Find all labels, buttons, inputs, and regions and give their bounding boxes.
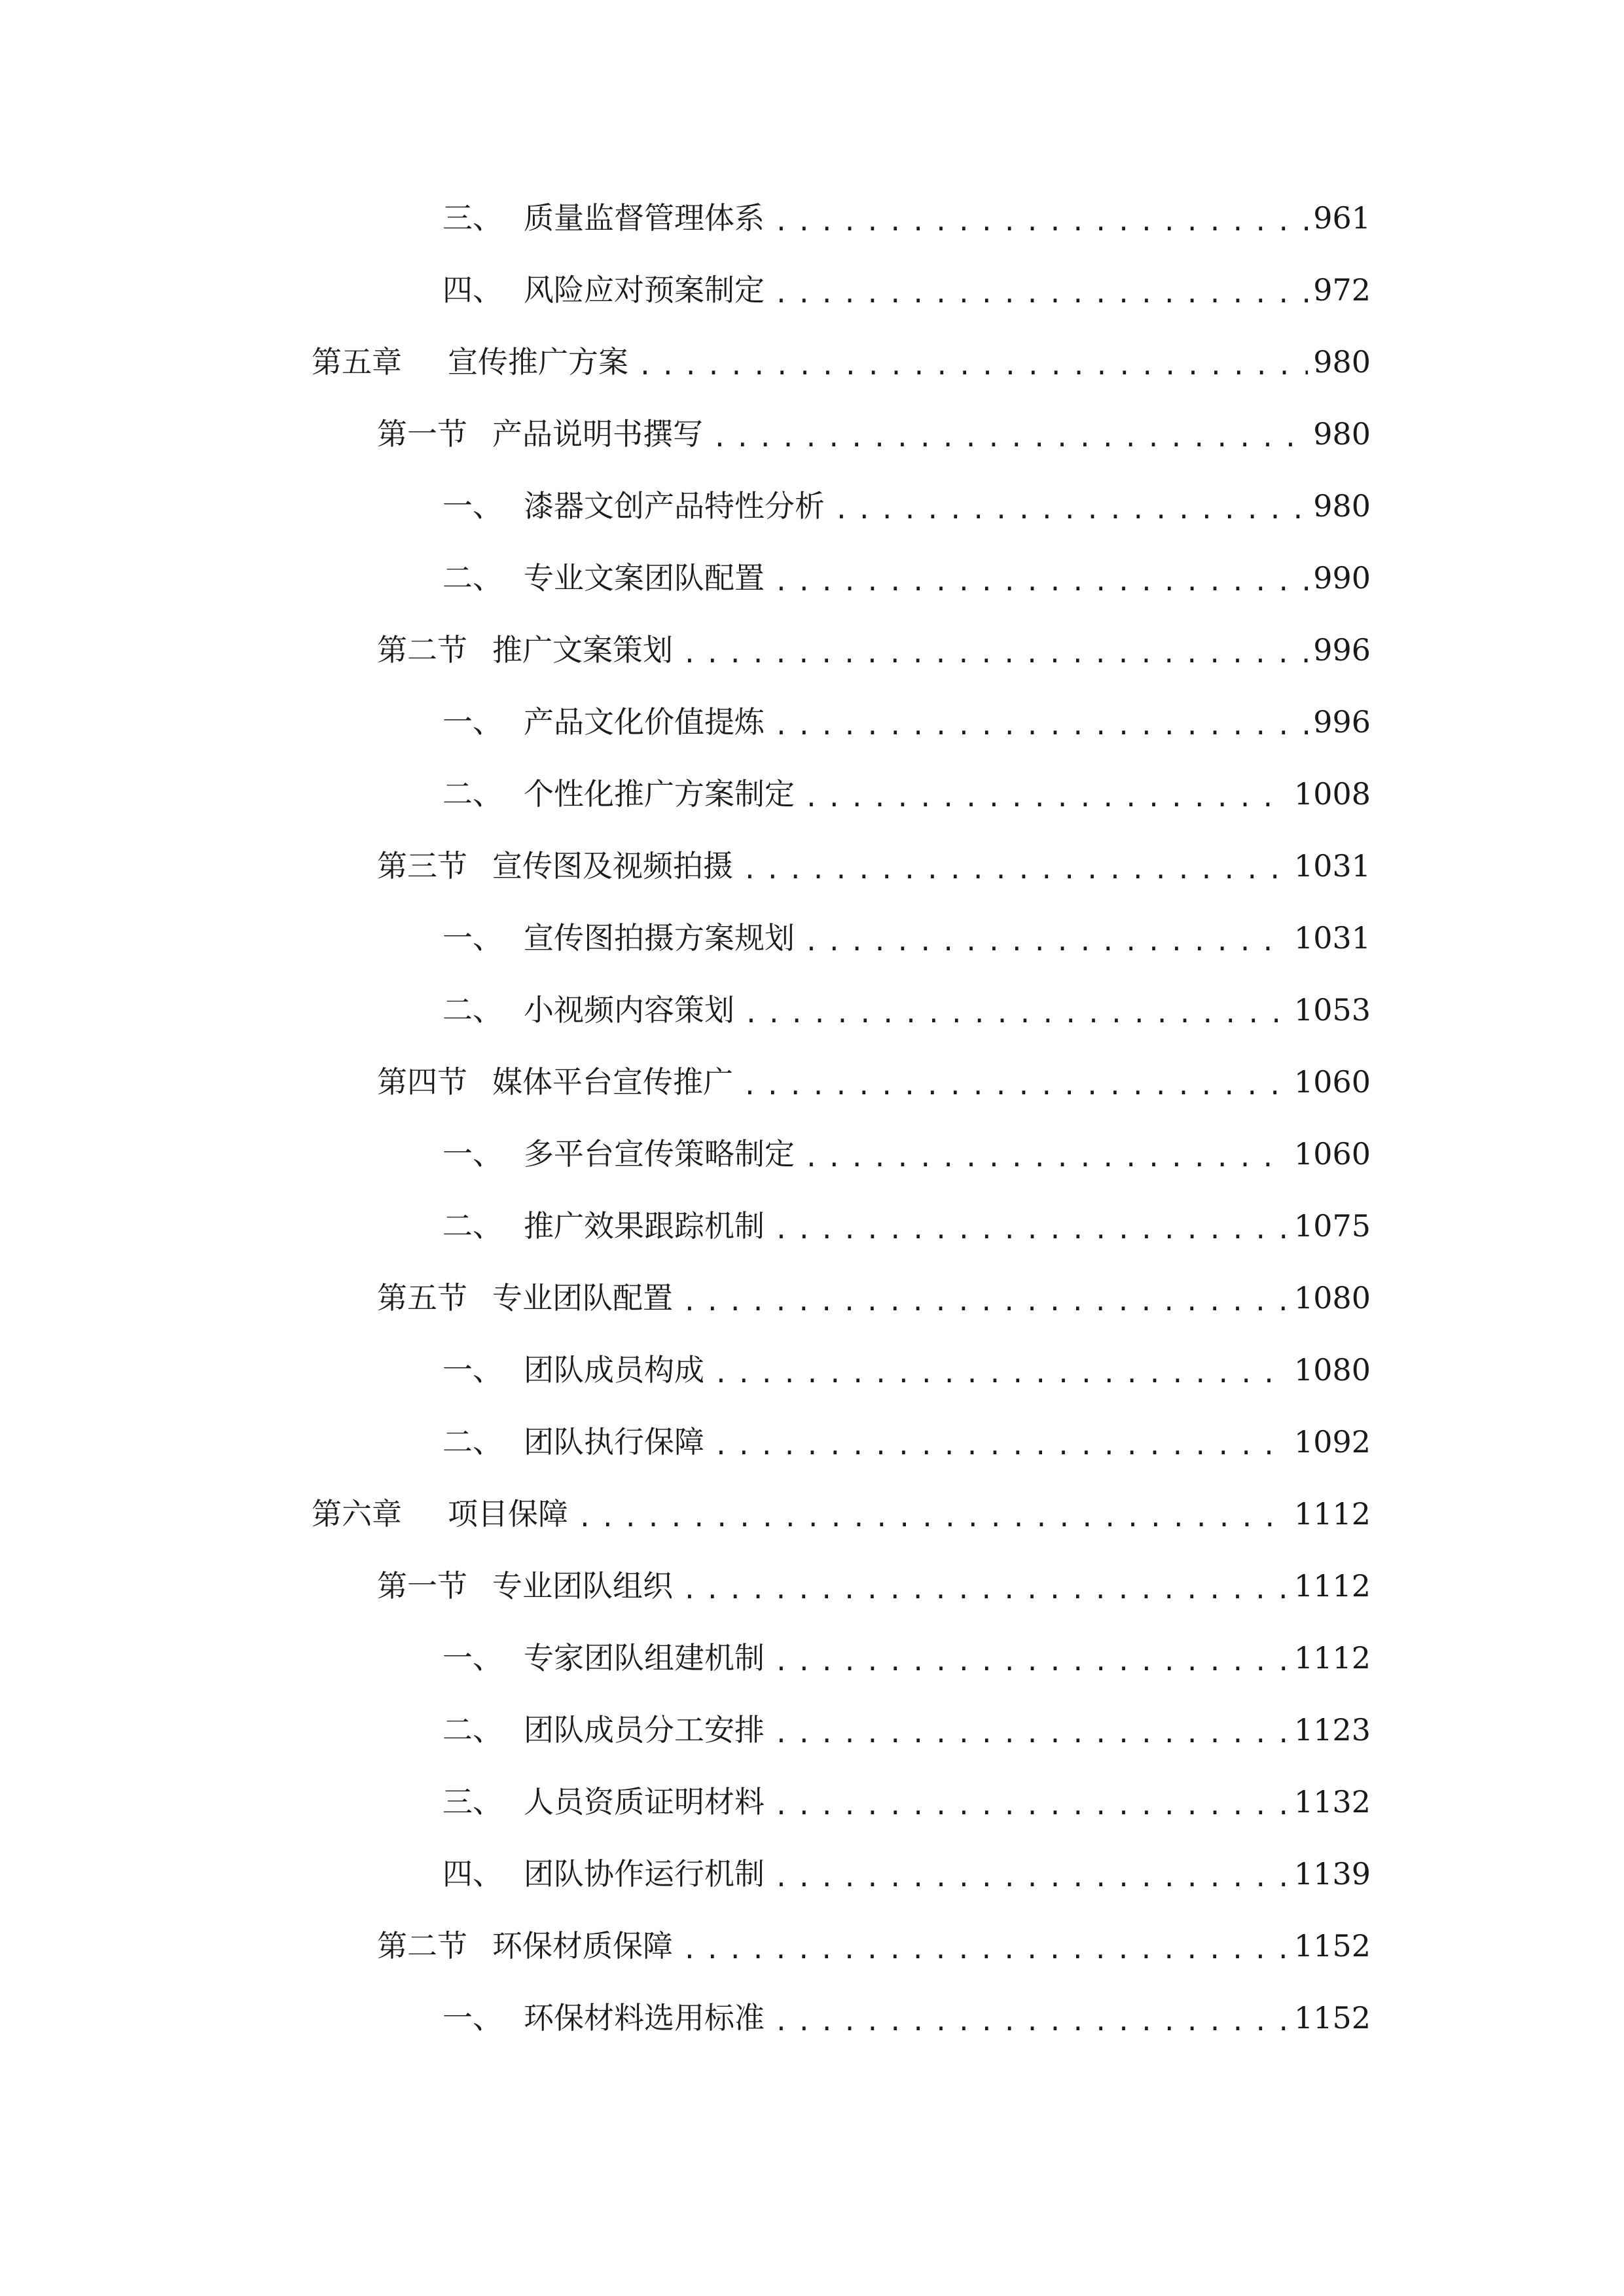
toc-entry-page: 1060 bbox=[1293, 1064, 1371, 1100]
toc-dot-leader bbox=[774, 1999, 1289, 2045]
toc-entry-page: 990 bbox=[1313, 560, 1371, 596]
toc-entry-number: 第一节 bbox=[377, 1568, 467, 1604]
toc-entry-number: 三、 bbox=[442, 1784, 503, 1820]
toc-dot-leader bbox=[682, 631, 1308, 677]
toc-entry-page: 1031 bbox=[1293, 848, 1371, 884]
toc-entry-title: 项目保障 bbox=[448, 1496, 568, 1532]
toc-entry[interactable] bbox=[442, 555, 1371, 601]
toc-entry-page: 996 bbox=[1313, 704, 1371, 740]
toc-entry-title: 专业文案团队配置 bbox=[524, 560, 765, 596]
toc-entry-title: 宣传图及视频拍摄 bbox=[492, 848, 733, 884]
toc-entry-title: 质量监督管理体系 bbox=[524, 200, 765, 236]
toc-entry-title: 宣传图拍摄方案规划 bbox=[524, 920, 795, 956]
toc-entry-title: 团队执行保障 bbox=[524, 1424, 704, 1460]
toc-entry-number: 二、 bbox=[442, 1424, 503, 1460]
toc-entry-page: 1123 bbox=[1293, 1712, 1371, 1748]
toc-entry-page: 1112 bbox=[1293, 1496, 1371, 1532]
toc-entry-number: 一、 bbox=[442, 488, 503, 524]
toc-entry-title: 产品文化价值提炼 bbox=[524, 704, 765, 740]
toc-entry[interactable] bbox=[442, 1203, 1371, 1249]
toc-dot-leader bbox=[774, 199, 1308, 245]
toc-entry-page: 980 bbox=[1313, 416, 1371, 452]
toc-entry[interactable] bbox=[442, 1419, 1371, 1465]
toc-entry-title: 宣传推广方案 bbox=[448, 344, 628, 380]
toc-entry-title: 专家团队组建机制 bbox=[524, 1640, 765, 1676]
toc-entry-page: 1075 bbox=[1293, 1208, 1371, 1244]
toc-dot-leader bbox=[804, 775, 1289, 821]
toc-dot-leader bbox=[804, 919, 1289, 965]
toc-dot-leader bbox=[638, 343, 1308, 389]
toc-entry-page: 980 bbox=[1313, 488, 1371, 524]
toc-entry-number: 第二节 bbox=[377, 632, 467, 668]
toc-entry-page: 1112 bbox=[1293, 1568, 1371, 1604]
toc-entry-number: 二、 bbox=[442, 560, 503, 596]
toc-entry-title: 媒体平台宣传推广 bbox=[492, 1064, 733, 1100]
toc-entry-title: 推广文案策划 bbox=[492, 632, 673, 668]
toc-entry[interactable] bbox=[377, 1275, 1371, 1321]
toc-entry-number: 第一节 bbox=[377, 416, 467, 452]
toc-entry-number: 四、 bbox=[442, 1856, 503, 1892]
toc-entry[interactable] bbox=[377, 411, 1371, 457]
toc-entry-page: 972 bbox=[1313, 272, 1371, 308]
toc-dot-leader bbox=[682, 1567, 1289, 1613]
toc-entry-title: 多平台宣传策略制定 bbox=[524, 1136, 795, 1172]
toc-entry[interactable] bbox=[377, 1059, 1371, 1105]
toc-entry[interactable] bbox=[442, 699, 1371, 745]
toc-entry-number: 第四节 bbox=[377, 1064, 467, 1100]
toc-entry[interactable] bbox=[442, 1995, 1371, 2041]
toc-entry-page: 980 bbox=[1313, 344, 1371, 380]
toc-entry-title: 专业团队组织 bbox=[492, 1568, 673, 1604]
toc-entry[interactable] bbox=[377, 627, 1371, 673]
toc-entry-number: 二、 bbox=[442, 1208, 503, 1244]
toc-entry-number: 一、 bbox=[442, 1352, 503, 1388]
toc-entry-page: 1080 bbox=[1293, 1280, 1371, 1316]
toc-entry[interactable] bbox=[377, 1923, 1371, 1969]
toc-entry-page: 1092 bbox=[1293, 1424, 1371, 1460]
toc-entry[interactable] bbox=[442, 1707, 1371, 1753]
toc-entry[interactable] bbox=[442, 483, 1371, 529]
toc-dot-leader bbox=[774, 703, 1308, 749]
toc-entry[interactable] bbox=[442, 987, 1371, 1033]
toc-dot-leader bbox=[774, 1639, 1289, 1685]
toc-entry[interactable] bbox=[442, 1347, 1371, 1393]
toc-dot-leader bbox=[804, 1135, 1289, 1181]
toc-dot-leader bbox=[682, 1279, 1289, 1325]
toc-dot-leader bbox=[712, 415, 1308, 461]
toc-entry[interactable] bbox=[442, 1779, 1371, 1825]
toc-dot-leader bbox=[774, 1783, 1289, 1829]
toc-entry-number: 二、 bbox=[442, 1712, 503, 1748]
toc-entry[interactable] bbox=[377, 1563, 1371, 1609]
toc-dot-leader bbox=[713, 1351, 1289, 1397]
toc-dot-leader bbox=[577, 1495, 1289, 1541]
toc-dot-leader bbox=[744, 991, 1289, 1037]
toc-entry[interactable] bbox=[442, 267, 1371, 313]
toc-entry-number: 二、 bbox=[442, 776, 503, 812]
toc-entry-number: 第二节 bbox=[377, 1928, 467, 1964]
toc-entry-title: 风险应对预案制定 bbox=[524, 272, 765, 308]
toc-entry-page: 1132 bbox=[1293, 1784, 1371, 1820]
toc-entry[interactable] bbox=[377, 843, 1371, 889]
toc-dot-leader bbox=[742, 1063, 1289, 1109]
toc-entry-number: 三、 bbox=[442, 200, 503, 236]
toc-entry-page: 961 bbox=[1313, 200, 1371, 236]
toc-dot-leader bbox=[774, 559, 1308, 605]
toc-entry-number: 第六章 bbox=[312, 1496, 402, 1532]
toc-entry-number: 一、 bbox=[442, 704, 503, 740]
toc-entry-page: 1060 bbox=[1293, 1136, 1371, 1172]
toc-dot-leader bbox=[713, 1423, 1289, 1469]
toc-dot-leader bbox=[774, 271, 1308, 317]
toc-entry[interactable] bbox=[442, 1851, 1371, 1897]
toc-entry[interactable] bbox=[312, 339, 1371, 385]
toc-entry-title: 团队成员分工安排 bbox=[524, 1712, 765, 1748]
toc-entry[interactable] bbox=[442, 1635, 1371, 1681]
toc-entry-title: 人员资质证明材料 bbox=[524, 1784, 765, 1820]
toc-entry-page: 996 bbox=[1313, 632, 1371, 668]
toc-entry[interactable] bbox=[442, 1131, 1371, 1177]
toc-dot-leader bbox=[834, 487, 1308, 533]
toc-entry-title: 团队成员构成 bbox=[524, 1352, 704, 1388]
toc-entry[interactable] bbox=[312, 1491, 1371, 1537]
toc-entry-page: 1139 bbox=[1293, 1856, 1371, 1892]
toc-dot-leader bbox=[682, 1927, 1289, 1973]
toc-entry-page: 1112 bbox=[1293, 1640, 1371, 1676]
toc-entry-title: 团队协作运行机制 bbox=[524, 1856, 765, 1892]
toc-entry-page: 1008 bbox=[1293, 776, 1371, 812]
toc-entry-title: 环保材料选用标准 bbox=[524, 2000, 765, 2036]
toc-entry-page: 1031 bbox=[1293, 920, 1371, 956]
toc-entry[interactable] bbox=[442, 771, 1371, 817]
toc-entry[interactable] bbox=[442, 195, 1371, 241]
toc-dot-leader bbox=[774, 1855, 1289, 1901]
toc-entry[interactable] bbox=[442, 915, 1371, 961]
toc-entry-number: 一、 bbox=[442, 920, 503, 956]
toc-entry-number: 四、 bbox=[442, 272, 503, 308]
toc-dot-leader bbox=[742, 847, 1289, 893]
toc-dot-leader bbox=[774, 1711, 1289, 1757]
toc-dot-leader bbox=[774, 1207, 1289, 1253]
toc-entry-title: 个性化推广方案制定 bbox=[524, 776, 795, 812]
toc-entry-number: 一、 bbox=[442, 2000, 503, 2036]
toc-entry-number: 第五节 bbox=[377, 1280, 467, 1316]
toc-entry-number: 二、 bbox=[442, 992, 503, 1028]
toc-entry-page: 1152 bbox=[1293, 1928, 1371, 1964]
toc-entry-page: 1080 bbox=[1293, 1352, 1371, 1388]
toc-entry-number: 第五章 bbox=[312, 344, 402, 380]
toc-entry-number: 一、 bbox=[442, 1136, 503, 1172]
toc-entry-number: 第三节 bbox=[377, 848, 467, 884]
toc-entry-title: 环保材质保障 bbox=[492, 1928, 673, 1964]
toc-entry-page: 1152 bbox=[1293, 2000, 1371, 2036]
toc-entry-title: 推广效果跟踪机制 bbox=[524, 1208, 765, 1244]
toc-entry-title: 漆器文创产品特性分析 bbox=[524, 488, 825, 524]
toc-entry-title: 小视频内容策划 bbox=[524, 992, 734, 1028]
toc-entry-title: 专业团队配置 bbox=[492, 1280, 673, 1316]
toc-entry-number: 一、 bbox=[442, 1640, 503, 1676]
toc-entry-page: 1053 bbox=[1293, 992, 1371, 1028]
toc-entry-title: 产品说明书撰写 bbox=[492, 416, 703, 452]
